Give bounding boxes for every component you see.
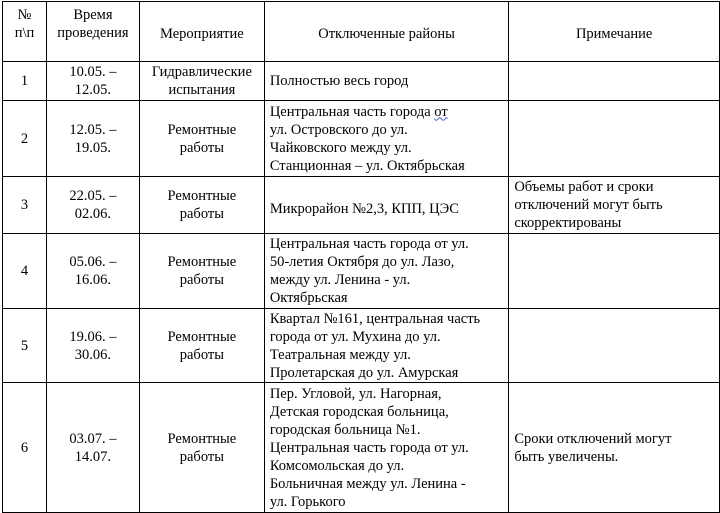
spellcheck-underlined-word: от [434,103,448,120]
table-row [3,101,720,177]
row-districts: Квартал №161, центральная часть города от ул. Мухина до ул. Театральная между ул. Пролетарская до ул. Амурская [264,309,508,383]
row-number: 5 [3,309,47,383]
header-time: Время проведения [46,2,139,62]
outage-schedule-table [2,1,720,513]
row-event: Ремонтные работы [139,383,264,513]
table-row [3,383,720,513]
row-time: 03.07. – 14.07. [46,383,139,513]
table-row [3,234,720,309]
row-note [509,309,720,383]
row-event: Ремонтные работы [139,309,264,383]
row-number: 1 [3,62,47,101]
row-event: Ремонтные работы [139,101,264,177]
row-time: 12.05. – 19.05. [46,101,139,177]
row-districts: Центральная часть города от ул. 50-летия Октября до ул. Лазо, между ул. Ленина - ул. Октябрьская [264,234,508,309]
row-districts [264,101,508,177]
row-time: 19.06. – 30.06. [46,309,139,383]
row-districts: Полностью весь город [264,62,508,101]
row-time: 22.05. – 02.06. [46,177,139,234]
row-number: 3 [3,177,47,234]
row-note: Объемы работ и сроки отключений могут быть скорректированы [509,177,720,234]
row-note [509,234,720,309]
row-note: Сроки отключений могут быть увеличены. [509,383,720,513]
row-note [509,62,720,101]
row-time: 10.05. – 12.05. [46,62,139,101]
header-note: Примечание [509,2,720,62]
row-districts: Пер. Угловой, ул. Нагорная, Детская городская больница, городская больница №1. Центральная часть города от ул. Комсомольская до ул. Больничная между ул. Ленина - ул. Горького [264,383,508,513]
row-time: 05.06. – 16.06. [46,234,139,309]
districts-text-end: ул. Островского до ул. Чайковского между ул. Станционная – ул. Октябрьская [269,121,465,174]
row-event: Гидравлические испытания [139,62,264,101]
table-row [3,62,720,101]
row-event: Ремонтные работы [139,177,264,234]
table-row [3,309,720,383]
header-number: № п\п [3,2,47,62]
header-event: Мероприятие [139,2,264,62]
row-note [509,101,720,177]
header-row [3,2,720,62]
row-number: 2 [3,101,47,177]
header-districts: Отключенные районы [264,2,508,62]
table-row [3,177,720,234]
row-event: Ремонтные работы [139,234,264,309]
row-number: 6 [3,383,47,513]
row-districts: Микрорайон №2,3, КПП, ЦЭС [264,177,508,234]
row-number: 4 [3,234,47,309]
districts-text-start: Центральная часть города [269,103,435,120]
